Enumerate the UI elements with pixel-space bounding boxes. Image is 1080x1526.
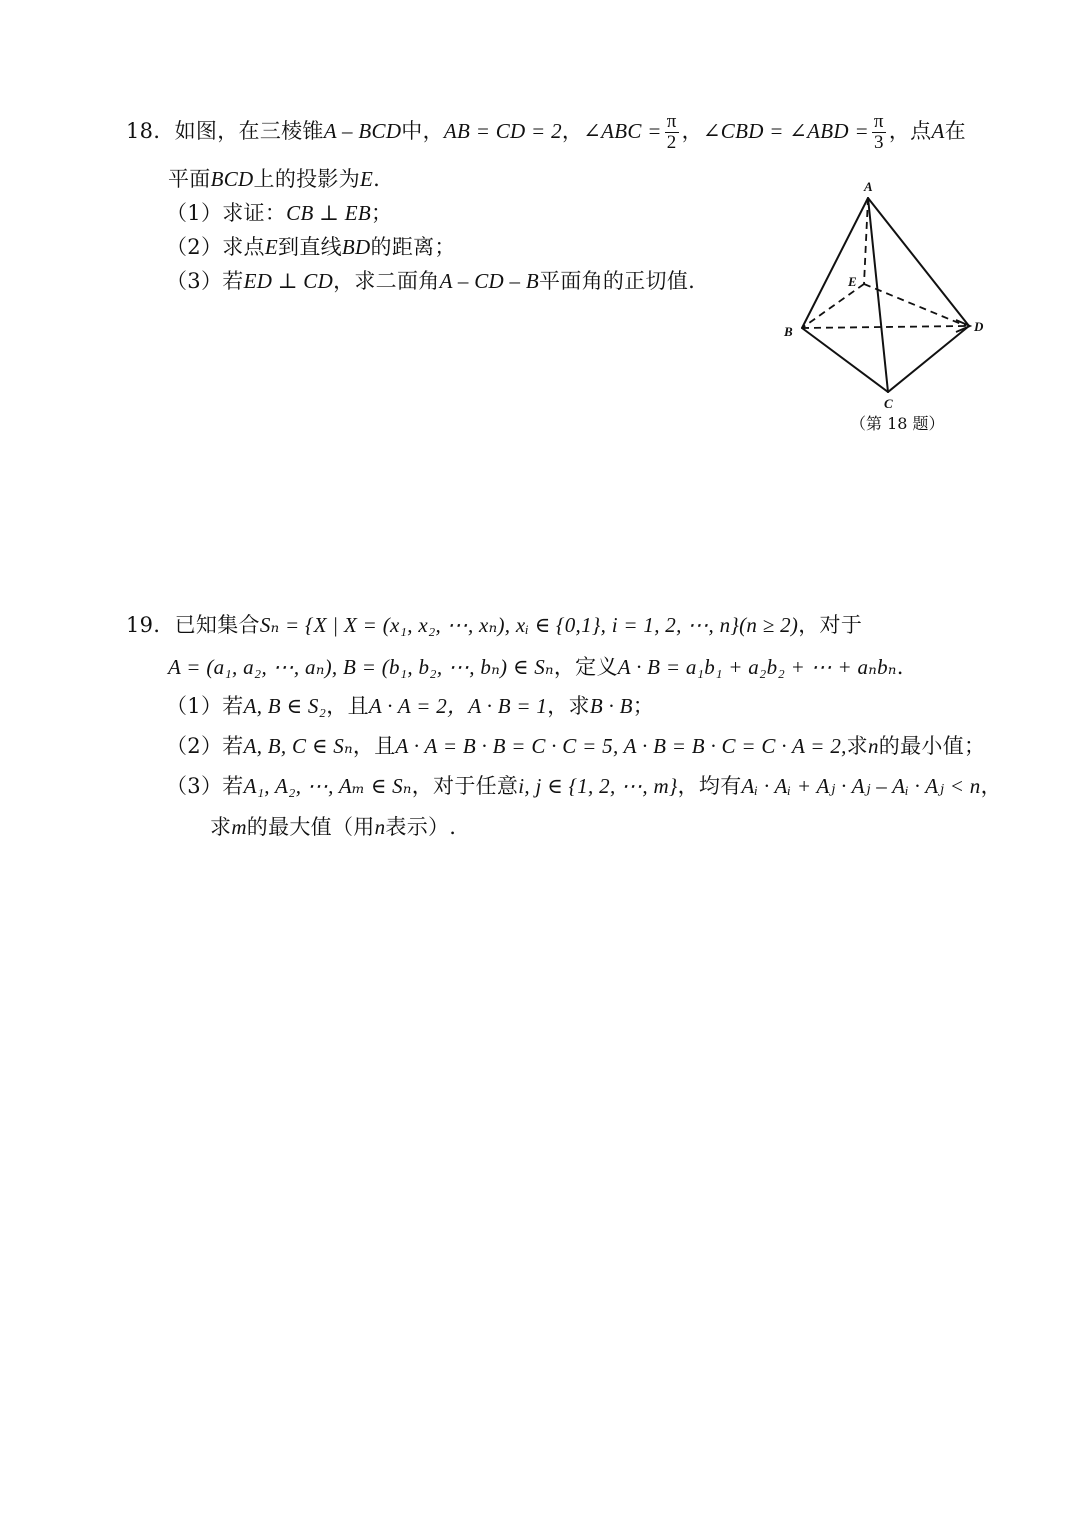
vertex-label-B: B [784,324,793,339]
q19-text: （2）若 [166,734,244,758]
fraction-pi-over-3 [872,112,886,153]
q19-text: 的最大值（用 [246,815,375,839]
q19-text: . [896,655,904,679]
q18-text: ； [371,201,393,225]
q19-text: ，且 [326,694,369,718]
q19-math: A · A = B · B = C · C = 5, A · B = B · C = C · A = 2, [395,734,847,758]
q19-part-3 [166,771,1002,801]
q18-math: ∠CBD = ∠ABD = [702,119,869,143]
q19-text: 求 [210,815,232,839]
q19-part-3-continued [210,812,456,842]
q18-text: （2）求点 [166,235,265,259]
vertex-label-E: E [848,274,857,289]
q19-math: A, B, C ∈ Sₙ [243,734,353,758]
edge-AE-dashed [864,198,868,284]
q18-math: AB = CD = 2 [443,119,562,143]
fraction-denominator: 3 [873,132,884,153]
q18-math: A [931,119,945,143]
q18-part-1 [166,198,392,228]
q18-text: 平面角的正切值. [539,269,696,293]
q19-math: A, B ∈ S₂ [243,694,327,718]
q18-math: A – CD – B [439,269,540,293]
q19-line-1 [126,610,862,640]
q19-text: ，定义 [553,655,618,679]
q18-math: CB ⊥ EB [286,201,372,225]
q19-math: A · A = 2，A · B = 1 [368,694,548,718]
q18-text: 上的投影为 [253,167,361,191]
q18-text: 到直线 [278,235,342,259]
q19-text: 表示）. [385,815,457,839]
q19-text: ，对于 [798,613,863,637]
q19-math: B · B [589,694,633,718]
q18-part-2 [166,232,456,262]
q18-text: （3）若 [166,269,244,293]
fraction-numerator: π [873,111,884,132]
q18-text: 的距离； [370,235,456,259]
vertex-label-A: A [864,179,873,194]
q19-text: 求 [846,734,868,758]
q19-text: （1）若 [166,694,244,718]
q18-text: 18．如图，在三棱锥 [126,119,324,143]
edge-EB-dashed [802,284,864,328]
q19-math: A · B = a₁b₁ + a₂b₂ + ⋯ + aₙbₙ [617,655,897,679]
q18-line-2 [168,164,380,194]
q19-text: ，求 [547,694,590,718]
edge-AC [868,198,888,392]
q19-part-2 [166,731,985,761]
q18-math: E [264,235,279,259]
q19-text: ，对于任意 [411,774,519,798]
q18-part-3 [166,266,695,296]
q18-text: 在 [944,119,966,143]
figure-edges [802,198,969,392]
figure-caption: （第 18 题） [850,414,945,433]
q19-math: Sₙ = {X | X = (x₁, x₂, ⋯, xₙ), xᵢ ∈ {0,1}, i = 1, 2, ⋯, n}(n ≥ 2) [259,613,799,637]
q19-math: m [231,815,247,839]
fraction-denominator: 2 [666,132,677,153]
q19-text: ，且 [352,734,396,758]
edge-AD [868,198,969,326]
q19-line-2 [168,652,904,682]
q19-math: n [374,815,386,839]
q19-part-1 [166,691,654,721]
vertex-label-D: D [974,319,984,334]
q18-text: 平面 [168,167,211,191]
q18-text: ， [681,119,703,143]
q19-math: Aᵢ · Aᵢ + Aⱼ · Aⱼ – Aᵢ · Aⱼ < n [741,774,981,798]
q18-math: E [360,167,374,191]
q19-text: 19．已知集合 [126,613,260,637]
edge-CD [888,326,969,392]
q18-math: BD [341,235,371,259]
q18-math: BCD [210,167,254,191]
q18-text: . [373,167,381,191]
q18-math: ED ⊥ CD [243,269,334,293]
q19-text: （3）若 [166,774,244,798]
q19-text: 的最小值； [878,734,986,758]
edge-AB [802,198,868,328]
q19-text: ， [980,774,1002,798]
q18-math: ∠ABC = [583,119,662,143]
q18-text: 中， [401,119,444,143]
fraction-pi-over-2 [665,112,679,153]
q19-math: i, j ∈ {1, 2, ⋯, m} [518,774,678,798]
fraction-numerator: π [666,111,677,132]
q19-text: ，均有 [677,774,742,798]
q18-math: A – BCD [323,119,402,143]
q19-math: A = (a₁, a₂, ⋯, aₙ), B = (b₁, b₂, ⋯, bₙ) ∈ Sₙ [168,655,554,679]
q18-text: ， [561,119,584,143]
q18-line-1 [126,112,966,153]
q18-text: ，求二面角 [333,269,440,293]
vertex-label-C: C [884,396,893,411]
q18-text: （1）求证： [166,201,287,225]
q19-math: A₁, A₂, ⋯, Aₘ ∈ Sₙ [243,774,412,798]
tetrahedron-figure [776,176,996,412]
q19-text: ； [632,694,655,718]
edge-BC [802,328,888,392]
edge-BD-dashed [802,326,966,328]
q19-math: n [867,734,879,758]
q18-text: ，点 [888,119,932,143]
